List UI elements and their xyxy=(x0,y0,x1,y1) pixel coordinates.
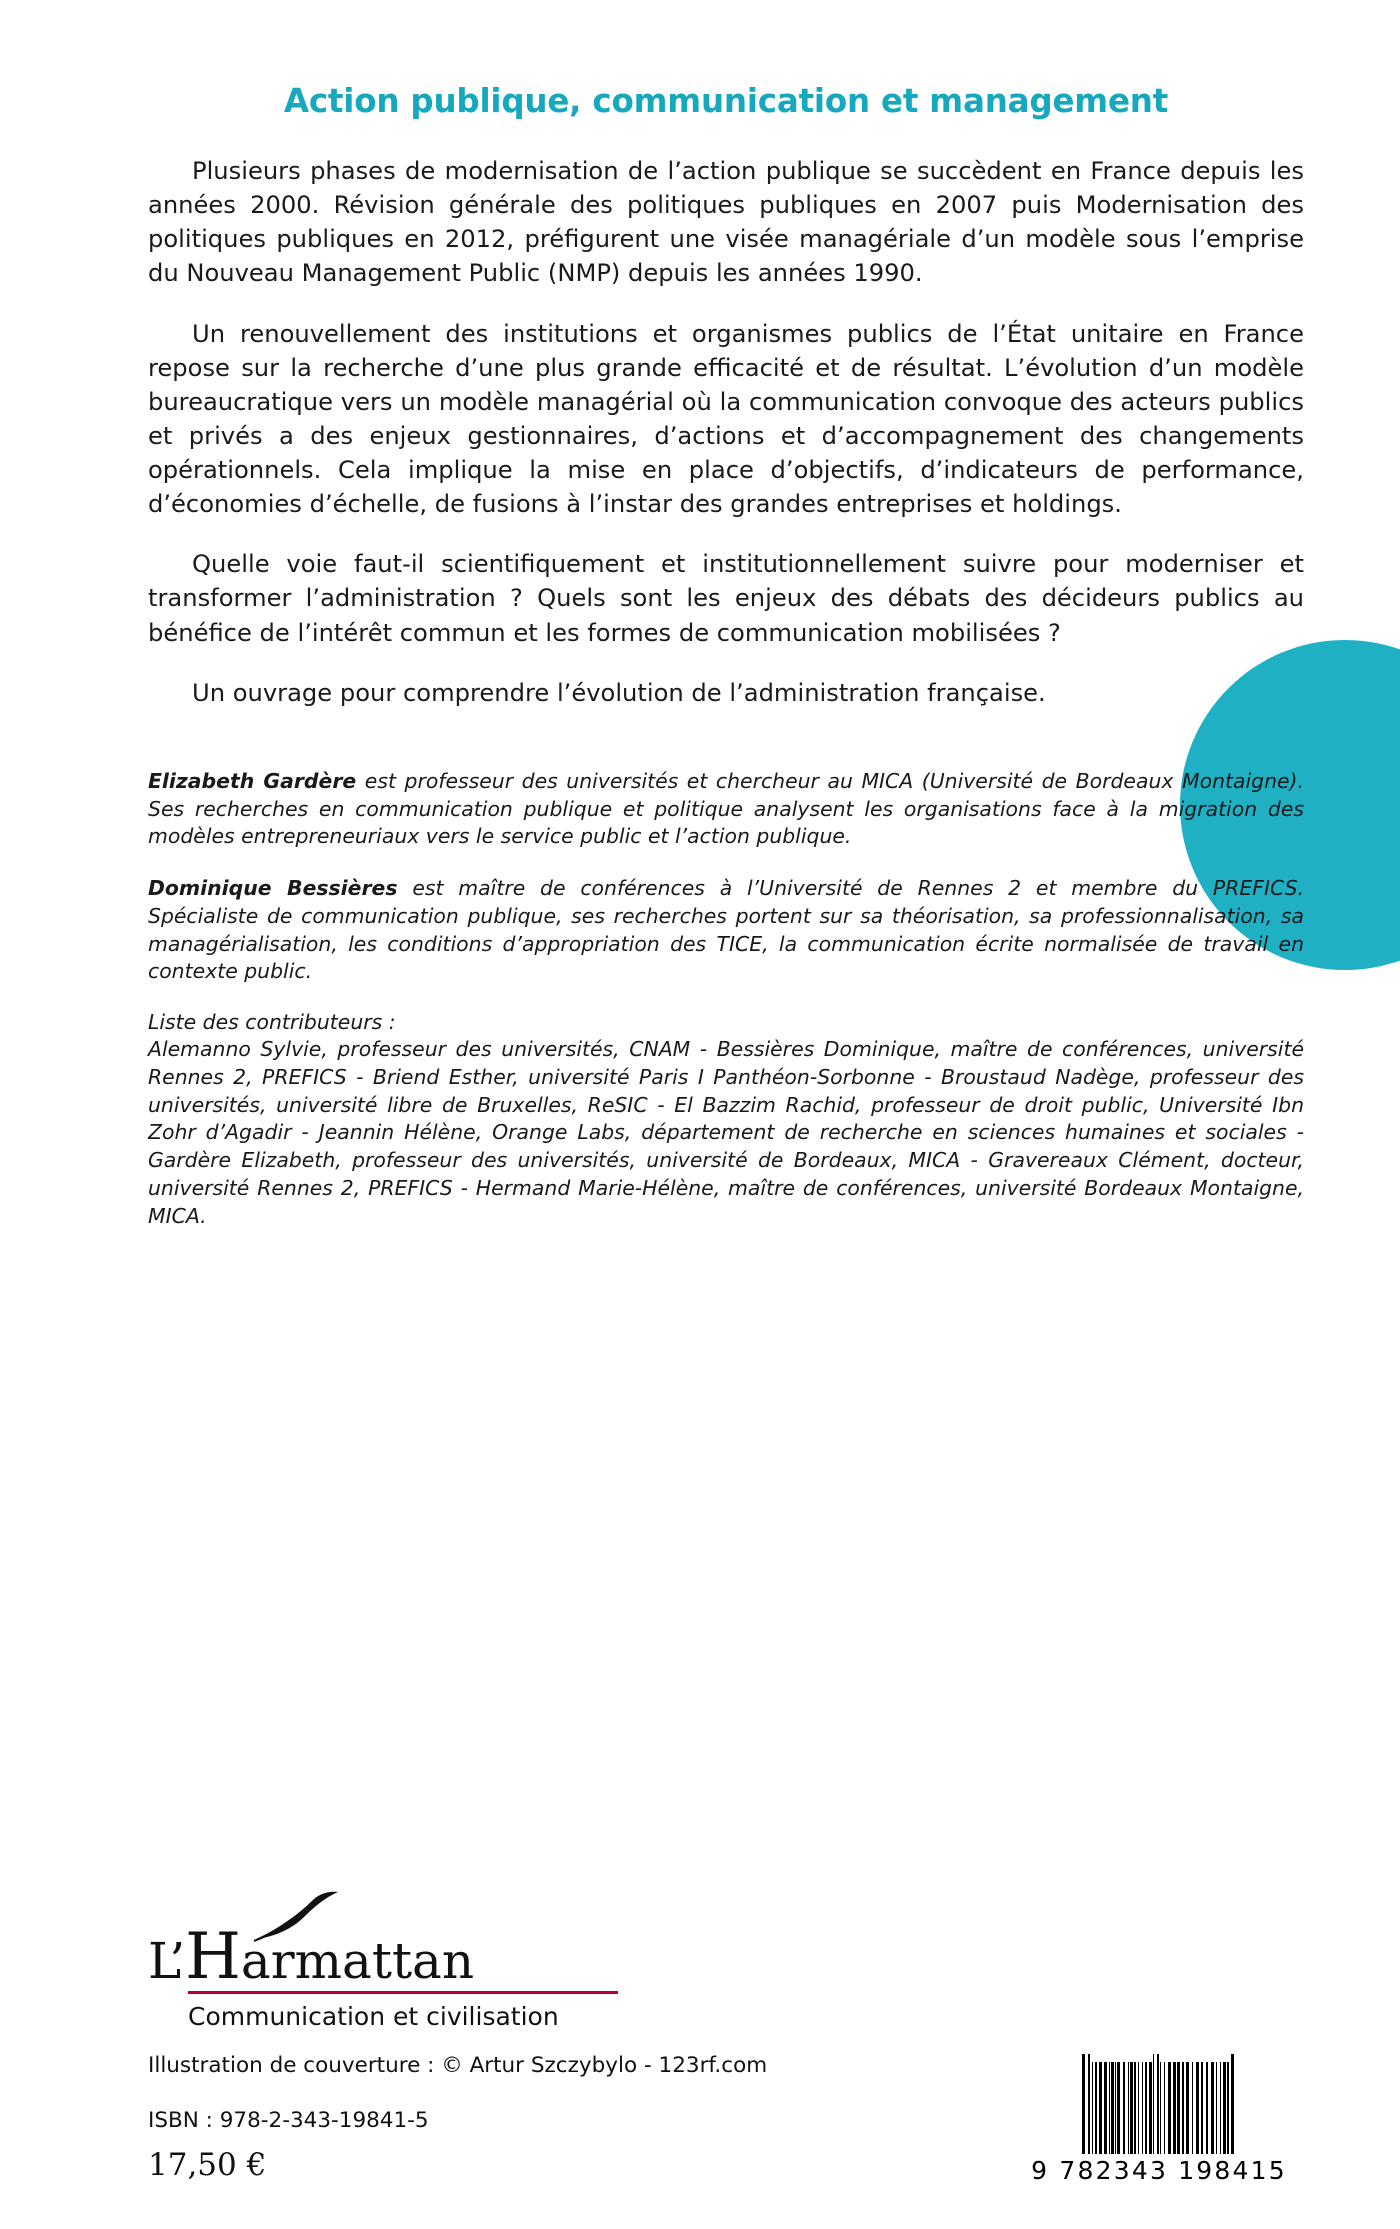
author-bio-text-1: est professeur des universités et chercheur au MICA (Université de Bordeaux Montaigne). Ses recherches en communication publique et politique analysent les organisations face à la migration des modèles entrepreneuriaux vers le service public et l’action publique. xyxy=(148,768,1304,849)
publisher-logo xyxy=(148,1920,1304,2031)
author-bio-1 xyxy=(148,768,1304,851)
contributors-list: Alemanno Sylvie, professeur des universités, CNAM - Bessières Dominique, maître de conférences, université Rennes 2, PREFICS - Briend Esther, université Paris I Panthéon-Sorbonne - Broustaud Nadège, professeur des universités, université libre de Bruxelles, ReSIC - El Bazzim Rachid, professeur de droit public, Université Ibn Zohr d’Agadir - Jeannin Hélène, Orange Labs, département de recherche en sciences humaines et sociales - Gardère Elizabeth, professeur des universités, université de Bordeaux, MICA - Gravereaux Clément, docteur, université Rennes 2, PREFICS - Hermand Marie-Hélène, maître de conférences, université Bordeaux Montaigne, MICA. xyxy=(148,1037,1304,1228)
collection-name: Communication et civilisation xyxy=(188,2002,559,2031)
barcode xyxy=(1014,2054,1304,2185)
publisher-logo-h: H xyxy=(185,1920,241,1994)
publisher-logo-l: L’ xyxy=(148,1932,186,1990)
blurb-paragraph-2: Un renouvellement des institutions et organismes publics de l’État unitaire en France repose sur la recherche d’une plus grande efficacité et de résultat. L’évolution d’un modèle bureaucratique vers un modèle managérial où la communication convoque des acteurs publics et privés a des enjeux gestionnaires, d’actions et d’accompagnement des changements opérationnels. Cela implique la mise en place d’objectifs, d’indicateurs de performance, d’économies d’échelle, de fusions à l’instar des grandes entreprises et holdings. xyxy=(148,319,1304,519)
logo-rule xyxy=(188,1991,618,1994)
author-bio-text-2: est maître de conférences à l’Université de Rennes 2 et membre du PREFICS. Spécialiste de communication publique, ses recherches portent sur sa théorisation, sa professionnalisation, sa managérialisation, les conditions d’appropriation des TICE, la communication écrite normalisée de travail en contexte public. xyxy=(148,876,1304,984)
author-name-2: Dominique Bessières xyxy=(148,876,398,900)
blurb-paragraph-3: Quelle voie faut-il scientifiquement et institutionnellement suivre pour moderniser et transformer l’administration ? Quels sont les enjeux des débats des décideurs publics au bénéfice de l’intérêt commun et les formes de communication mobilisées ? xyxy=(148,550,1304,647)
illustration-credit: Illustration de couverture : © Artur Szczybylo - 123rf.com xyxy=(148,2053,768,2078)
barcode-bars xyxy=(1014,2054,1304,2154)
author-name-1: Elizabeth Gardère xyxy=(148,768,357,793)
quill-icon xyxy=(252,1891,342,1943)
page-title: Action publique, communication et management xyxy=(283,82,1169,120)
author-bio-2 xyxy=(148,875,1304,986)
cover-footer xyxy=(0,1920,1400,2229)
publisher-logo-rest: armattan xyxy=(240,1932,475,1990)
isbn-text: ISBN : 978-2-343-19841-5 xyxy=(148,2108,429,2133)
price-text: 17,50 € xyxy=(148,2147,267,2183)
blurb-paragraph-4: Un ouvrage pour comprendre l’évolution de l’administration française. xyxy=(192,678,1046,707)
blurb-paragraph-1: Plusieurs phases de modernisation de l’action publique se succèdent en France depuis les années 2000. Révision générale des politiques publiques en 2007 puis Modernisation des politiques publiques en 2012, préfigurent une visée managériale d’un modèle sous l’emprise du Nouveau Management Public (NMP) depuis les années 1990. xyxy=(148,157,1304,288)
contributors-label: Liste des contributeurs : xyxy=(148,1010,396,1034)
barcode-digits: 9 782343 198415 xyxy=(1031,2156,1287,2185)
author-bios xyxy=(148,768,1304,986)
